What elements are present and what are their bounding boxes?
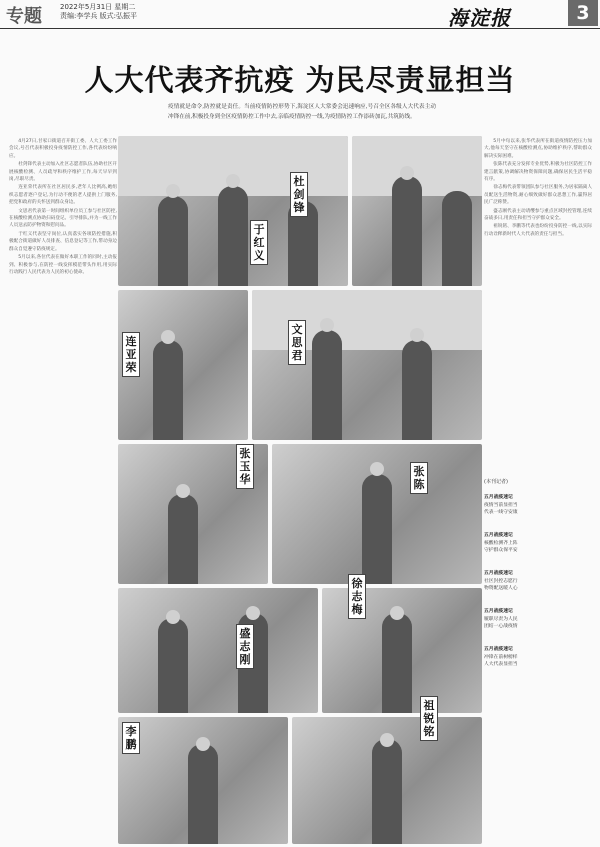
name-label: 杜剑锋 <box>290 172 308 217</box>
paragraph: 徐志梅代表带领团队参与社区服务,为居家隔离人员配送生活物资,耐心细致做好群众思想工作,赢得居民广泛称赞。 <box>484 185 592 206</box>
verse-line: 疫情当前显担当 <box>484 502 518 508</box>
verse-line: 履职尽责为人民 <box>484 616 518 622</box>
name-label: 李 鹏 <box>122 722 140 754</box>
verse-line: 冲锋在前树榜样 <box>484 654 518 660</box>
lead-paragraph: 疫情就是命令,防控就是责任。当前疫情防控形势下,海淀区人大常委会迅速响应,号召全区各级人大代表主动冲锋在前,积极投身到全区疫情防控工作中去,亲临疫情防控一线,为疫情防控工作添砖加瓦,共筑防线。 <box>168 104 436 120</box>
photo-portrait <box>272 444 482 584</box>
paragraph: 4月27日,甘家口街道召开街工委、人大工委工作会议,号召代表积极投身疫情防控工作,各代表纷纷响应。 <box>9 139 117 159</box>
right-text-column <box>484 138 592 470</box>
paragraph: 于红义代表坚守岗位,认真落实各项防控措施,积极配合街道做好人员排查、信息登记等工作,带动身边群众自觉遵守防疫规定。 <box>9 231 117 252</box>
verse-title: 五月战疫速记 <box>484 647 513 652</box>
paragraph: 连亚荣代表所在社区居民多,老年人比例高,她组织志愿者逐户登记,为行动不便的老人提供上门服务,把党和政府的关怀送到群众身边。 <box>9 185 117 206</box>
verse-block <box>484 608 518 631</box>
editor-credit: 责编:李学兵 版式:弘振平 <box>60 12 137 20</box>
left-text-column <box>9 138 117 843</box>
name-label: 于红义 <box>250 220 268 265</box>
page-header <box>0 0 600 29</box>
verse-block <box>484 494 518 517</box>
section-title: 专题 <box>6 6 42 27</box>
byline: (本刊记者) <box>484 479 508 485</box>
name-label: 连亚荣 <box>122 332 140 377</box>
photo-volunteer <box>352 136 482 286</box>
verse-title: 五月战疫速记 <box>484 533 513 538</box>
page-number: 3 <box>568 0 598 26</box>
newspaper-logo: 海淀报 <box>448 6 511 30</box>
paragraph: 5月中旬以来,张华代表所在街道疫情防控压力加大,他每天坚守在核酸检测点,协助维护秩序,帮助群众解决实际困难。 <box>484 139 592 159</box>
name-label: 张玉华 <box>236 444 254 489</box>
photo-checkpoint <box>118 136 348 286</box>
verse-line: 社区封控志愿行 <box>484 578 518 584</box>
verse-line: 守护群众保平安 <box>484 548 518 554</box>
verse-title: 五月战疫速记 <box>484 609 513 614</box>
name-label: 文思君 <box>288 320 306 365</box>
verse-block <box>484 532 518 555</box>
paragraph: 盛志刚代表主动请缨参与重点区域封控管理,连续奋战多日,用责任和担当守护群众安全。 <box>484 208 592 222</box>
paragraph: 杜剑锋代表主动加入社区志愿者队伍,协助社区开展核酸检测、人员疏导和秩序维护工作,每天早早到岗,尽职尽责。 <box>9 162 117 183</box>
headline: 人大代表齐抗疫 为民尽责显担当 <box>84 63 516 97</box>
date: 2022年5月31日 星期二 <box>60 3 136 11</box>
verse-block <box>484 646 518 669</box>
verse-line: 代表一线守安康 <box>484 510 518 516</box>
verse-block <box>484 570 518 593</box>
verse-title: 五月战疫速记 <box>484 495 513 500</box>
photo-outdoor-group <box>252 290 482 440</box>
verse-line: 物资配送暖人心 <box>484 586 518 592</box>
photo-face-shield <box>292 717 482 844</box>
paragraph: 祖锐铭、李鹏等代表也纷纷投身防控一线,以实际行动诠释新时代人大代表的责任与担当。 <box>484 224 592 237</box>
verse-line: 人大代表显担当 <box>484 662 518 668</box>
name-label: 盛志刚 <box>236 624 254 669</box>
paragraph: 文思君代表第一时间组织单位员工参与社区防控,在核酸检测点协助扫码登记、引导排队,并为一线工作人员送去防护物资和慰问品。 <box>9 208 117 229</box>
photo-delivery <box>118 717 288 844</box>
photo-protective-suit <box>322 588 482 713</box>
verse-line: 核酸检测齐上阵 <box>484 540 518 546</box>
paragraph: 张陈代表充分发挥专业优势,积极为社区防控工作建言献策,协调解决物资保障问题,确保居民生活平稳有序。 <box>484 162 592 183</box>
verse-line: 团结一心战疫情 <box>484 624 518 630</box>
name-label: 徐志梅 <box>348 574 366 619</box>
dateline <box>60 3 137 21</box>
paragraph: 5月以来,各位代表在做好本职工作的同时,主动报到、积极参与,在防控一线发挥模范带头作用,用实际行动践行人民代表为人民的初心使命。 <box>9 255 117 275</box>
verse-title: 五月战疫速记 <box>484 571 513 576</box>
photo-collage <box>118 136 482 844</box>
photo-testing <box>118 588 318 713</box>
name-label: 祖锐铭 <box>420 696 438 741</box>
name-label: 张 陈 <box>410 462 428 494</box>
